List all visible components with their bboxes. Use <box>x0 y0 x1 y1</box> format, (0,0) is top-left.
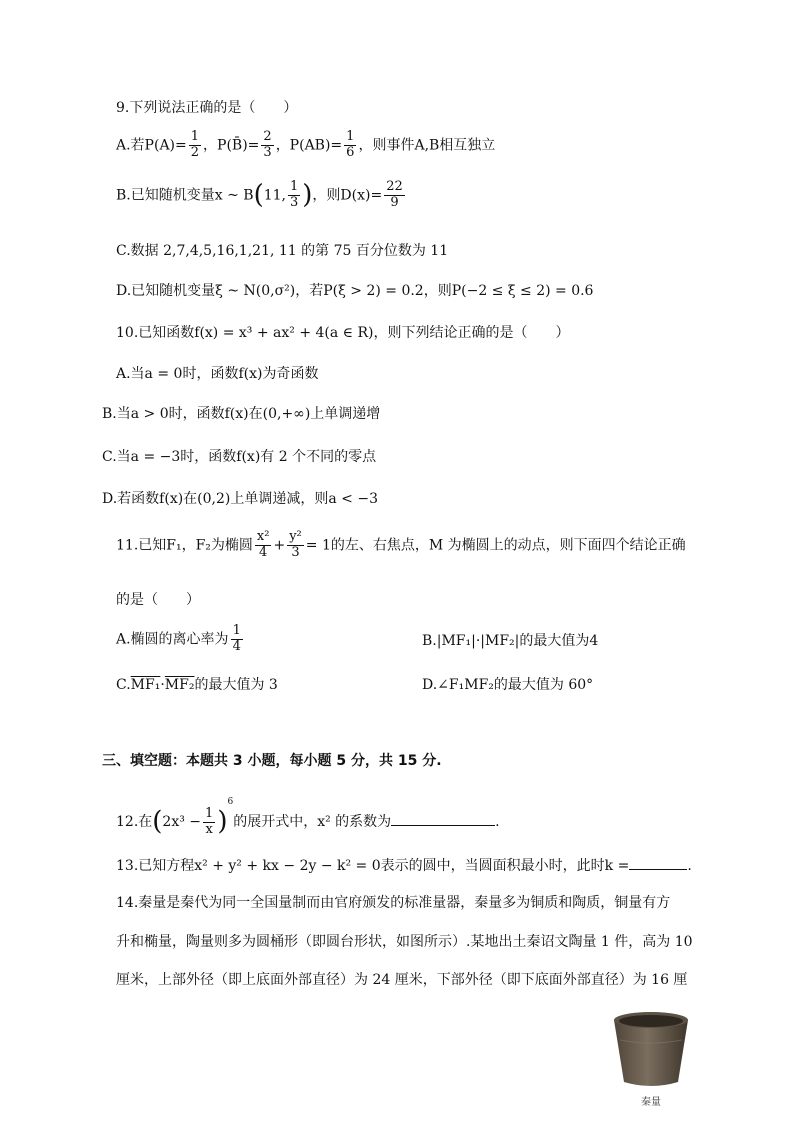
q9-option-a <box>116 130 495 161</box>
q9-a-frac2: $\frac{2}{3}$ <box>263 129 272 160</box>
q13 <box>116 855 692 875</box>
q9-b-mid: ，则D(x)= <box>312 187 383 204</box>
q9-option-c: C.数据 2,7,4,5,16,1,21, 11 的第 75 百分位数为 11 <box>116 243 449 259</box>
q11-frac-x: $\frac{\text{x²}}{4}$ <box>256 529 270 560</box>
q9-b-frac: $\frac{1}{3}$ <box>289 179 299 211</box>
q11-c-suffix: 的最大值为 3 <box>194 677 278 693</box>
q9-b-prefix: B.已知随机变量x ~ B <box>116 187 254 204</box>
q10-option-d: D.若函数f(x)在(0,2)上单调递减，则a < −3 <box>102 491 378 507</box>
q13-answer-blank[interactable] <box>629 855 687 870</box>
q11-stem-line2: 的是（ ） <box>116 592 200 608</box>
q9-a-frac3: $\frac{1}{6}$ <box>346 129 355 160</box>
q12-end: . <box>495 814 500 830</box>
q9-a-suffix: ，则事件A,B相互独立 <box>358 137 496 154</box>
section-three-heading: 三、填空题：本题共 3 小题，每小题 5 分，共 15 分. <box>102 753 442 769</box>
q12-suffix: 的展开式中，x² 的系数为 <box>233 814 392 830</box>
q9-b-result-frac: $\frac{22}{9}$ <box>386 179 403 211</box>
q11-option-a <box>116 624 245 655</box>
q11-a-prefix: A.椭圆的离心率为 <box>116 631 229 648</box>
q11-plus: + <box>273 537 286 554</box>
q9-a-frac1: $\frac{1}{2}$ <box>190 129 200 160</box>
q9-stem: 9.下列说法正确的是（ ） <box>116 100 298 116</box>
q11-option-b: B.|MF₁|·|MF₂|的最大值为4 <box>422 633 599 649</box>
q10-option-a: A.当a = 0时，函数f(x)为奇函数 <box>116 366 319 382</box>
q11-a-frac: $\frac{1}{4}$ <box>232 623 241 654</box>
q11-c-dot: · <box>160 677 165 693</box>
figure-caption: 秦量 <box>641 1097 661 1108</box>
q12-expr: 2x³ − <box>162 814 202 830</box>
q11-stem-suffix: = 1的左、右焦点，M 为椭圆上的动点，则下面四个结论正确 <box>305 537 686 554</box>
q12-frac: $\frac{1}{x}$ <box>205 805 214 837</box>
q9-a-prefix: A.若P(A)= <box>116 137 187 154</box>
q11-option-c <box>116 677 278 694</box>
q10-stem: 10.已知函数f(x) = x³ + ax² + 4(a ∈ R)，则下列结论正确的是（ ） <box>116 325 570 341</box>
q11-c-vector2: MF₂ <box>164 677 195 693</box>
q12-exponent: 6 <box>227 797 234 807</box>
q10-option-b: B.当a > 0时，函数f(x)在(0,+∞)上单调递增 <box>102 406 381 422</box>
q12-answer-blank[interactable] <box>391 811 495 826</box>
q12-prefix: 12.在 <box>116 814 153 830</box>
q9-option-b: B.已知随机变量x ~ B(11, $\frac{1}{3}$ )，则D(x)= $\frac{22}{9}$ <box>116 179 403 211</box>
q14-line2: 升和椭量，陶量则多为圆桶形（即圆台形状，如图所示）.某地出土秦诏文陶量 1 件，高为 10 <box>116 934 693 950</box>
q9-b-inner: 11, <box>263 187 286 204</box>
q13-end: . <box>687 858 692 874</box>
q12: 12.在(2x³ − $\frac{1}{x}$ )$^6$的展开式中，x² 的系数为 . <box>116 797 500 837</box>
q11-c-prefix: C. <box>116 677 131 693</box>
q10-option-c: C.当a = −3时，函数f(x)有 2 个不同的零点 <box>102 449 377 465</box>
qin-measure-pot-image <box>612 1010 690 1090</box>
q14-line1: 14.秦量是秦代为同一全国量制而由官府颁发的标准量器，秦量多为铜质和陶质，铜量有方 <box>116 895 671 911</box>
q11-stem <box>116 530 686 561</box>
q11-frac-y: $\frac{\text{y²}}{3}$ <box>289 529 302 560</box>
q9-a-mid2: ，P(AB)= <box>275 137 343 154</box>
q11-option-d: D.∠F₁MF₂的最大值为 60° <box>422 677 594 693</box>
q11-c-vector1: MF₁ <box>130 677 161 693</box>
q9-a-mid1: ，P(B̄)= <box>203 137 260 154</box>
q11-stem-prefix: 11.已知F₁，F₂为椭圆 <box>116 537 253 554</box>
q13-text: 13.已知方程x² + y² + kx − 2y − k² = 0表示的圆中，当圆面积最小时，此时k = <box>116 858 630 874</box>
q14-line3: 厘米，上部外径（即上底面外部直径）为 24 厘米，下部外径（即下底面外部直径）为 16 厘 <box>116 972 688 988</box>
q9-option-d: D.已知随机变量ξ ~ N(0,σ²)，若P(ξ > 2) = 0.2，则P(−2 ≤ ξ ≤ 2) = 0.6 <box>116 283 594 299</box>
